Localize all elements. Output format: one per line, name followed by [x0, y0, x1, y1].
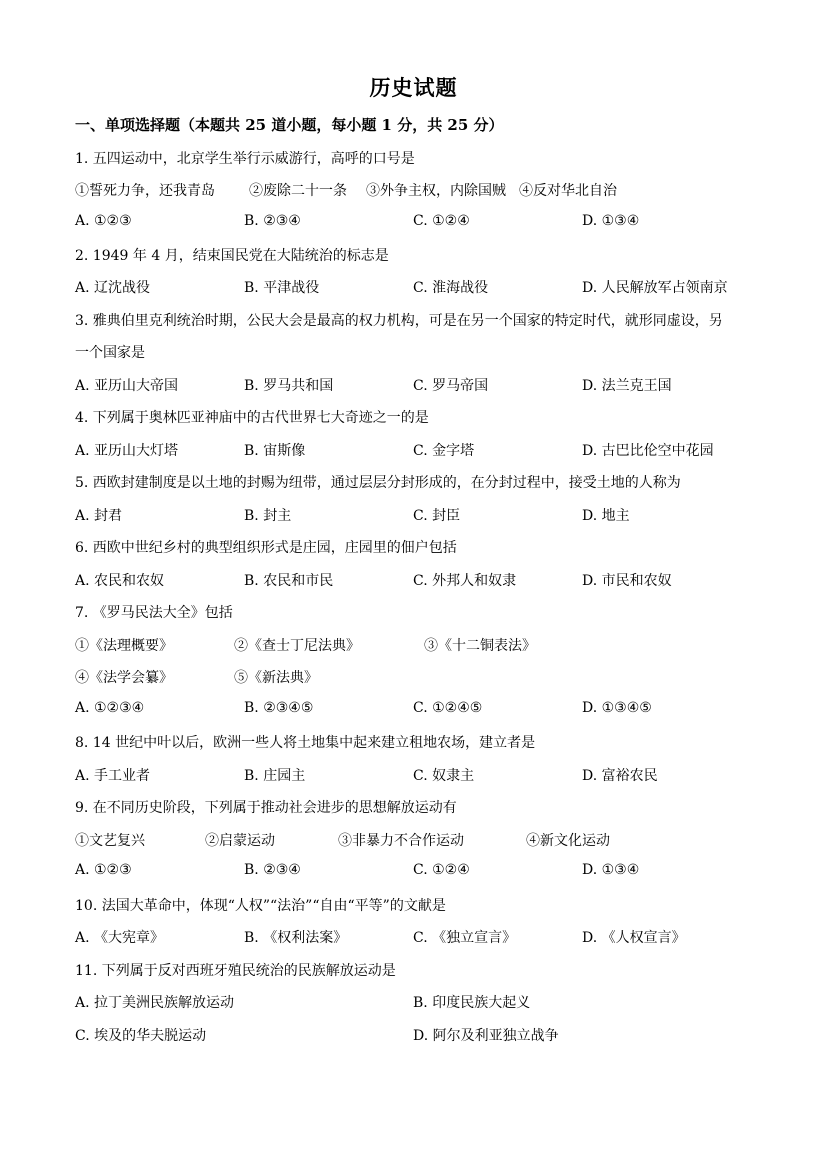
question-6-stem: 6. 西欧中世纪乡村的典型组织形式是庄园，庄园里的佃户包括	[75, 540, 457, 556]
question-9-option-d: D. ①③④	[582, 862, 640, 878]
question-7-item-2: ②《查士丁尼法典》	[234, 638, 360, 654]
question-10-option-d: D. 《人权宣言》	[582, 930, 686, 946]
question-4-option-d: D. 古巴比伦空中花园	[582, 443, 714, 459]
question-6-option-c: C. 外邦人和奴隶	[413, 573, 517, 589]
question-4-stem: 4. 下列属于奥林匹亚神庙中的古代世界七大奇迹之一的是	[75, 410, 429, 426]
question-1-option-c: C. ①②④	[413, 213, 470, 229]
page-title: 历史试题	[369, 75, 458, 100]
question-7-option-b: B. ②③④⑤	[244, 700, 314, 716]
question-9-option-c: C. ①②④	[413, 862, 470, 878]
question-3-option-d: D. 法兰克王国	[582, 378, 672, 394]
question-1-option-d: D. ①③④	[582, 213, 640, 229]
question-10-option-b: B. 《权利法案》	[244, 930, 348, 946]
question-2-option-a: A. 辽沈战役	[75, 280, 151, 296]
section-heading: 一、单项选择题（本题共 25 道小题，每小题 1 分，共 25 分）	[75, 116, 504, 134]
question-2-option-b: B. 平津战役	[244, 280, 320, 296]
question-1-item-4: ④反对华北自治	[519, 183, 617, 199]
question-5-option-b: B. 封主	[244, 508, 292, 524]
question-5-option-d: D. 地主	[582, 508, 630, 524]
question-4-option-a: A. 亚历山大灯塔	[75, 443, 179, 459]
question-1-item-3: ③外争主权，内除国贼	[366, 183, 506, 199]
question-4-option-c: C. 金字塔	[413, 443, 475, 459]
question-9-option-b: B. ②③④	[244, 862, 301, 878]
question-5-stem: 5. 西欧封建制度是以土地的封赐为纽带，通过层层分封形成的，在分封过程中，接受土地的人称为	[75, 475, 681, 491]
question-11-option-a: A. 拉丁美洲民族解放运动	[75, 995, 235, 1011]
question-6-option-d: D. 市民和农奴	[582, 573, 672, 589]
question-6-option-b: B. 农民和市民	[244, 573, 334, 589]
question-7-stem: 7. 《罗马民法大全》包括	[75, 605, 233, 621]
question-8-option-c: C. 奴隶主	[413, 768, 475, 784]
question-1-option-b: B. ②③④	[244, 213, 301, 229]
question-11-stem: 11. 下列属于反对西班牙殖民统治的民族解放运动是	[75, 963, 396, 979]
question-3-stem-line-1: 3. 雅典伯里克利统治时期，公民大会是最高的权力机构，可是在另一个国家的特定时代，就形同虚设，另	[75, 313, 723, 329]
question-3-option-c: C. 罗马帝国	[413, 378, 489, 394]
question-8-option-a: A. 手工业者	[75, 768, 151, 784]
question-11-option-c: C. 埃及的华夫脱运动	[75, 1028, 207, 1044]
question-5-option-c: C. 封臣	[413, 508, 461, 524]
question-10-option-c: C. 《独立宣言》	[413, 930, 517, 946]
question-5-option-a: A. 封君	[75, 508, 123, 524]
question-7-option-a: A. ①②③④	[75, 700, 145, 716]
question-9-item-3: ③非暴力不合作运动	[338, 833, 464, 849]
question-11-option-b: B. 印度民族大起义	[413, 995, 531, 1011]
question-10-stem: 10. 法国大革命中，体现“人权”“法治”“自由“平等”的文献是	[75, 898, 446, 914]
question-1-item-2: ②废除二十一条	[249, 183, 347, 199]
question-6-option-a: A. 农民和农奴	[75, 573, 165, 589]
question-7-item-3: ③《十二铜表法》	[424, 638, 536, 654]
question-2-option-d: D. 人民解放军占领南京	[582, 280, 728, 296]
question-8-stem: 8. 14 世纪中叶以后，欧洲一些人将土地集中起来建立租地农场，建立者是	[75, 735, 536, 751]
question-7-item-1: ①《法理概要》	[75, 638, 173, 654]
question-9-option-a: A. ①②③	[75, 862, 132, 878]
question-7-option-c: C. ①②④⑤	[413, 700, 483, 716]
question-3-option-b: B. 罗马共和国	[244, 378, 334, 394]
question-10-option-a: A. 《大宪章》	[75, 930, 165, 946]
question-8-option-d: D. 富裕农民	[582, 768, 658, 784]
question-9-stem: 9. 在不同历史阶段，下列属于推动社会进步的思想解放运动有	[75, 800, 457, 816]
question-9-item-4: ④新文化运动	[526, 833, 610, 849]
question-1-option-a: A. ①②③	[75, 213, 132, 229]
question-1-stem: 1. 五四运动中，北京学生举行示威游行，高呼的口号是	[75, 151, 415, 167]
question-8-option-b: B. 庄园主	[244, 768, 306, 784]
question-2-option-c: C. 淮海战役	[413, 280, 489, 296]
question-3-stem-line-2: 一个国家是	[75, 345, 145, 361]
question-2-stem: 2. 1949 年 4 月，结束国民党在大陆统治的标志是	[75, 248, 389, 264]
question-1-item-1: ①誓死力争，还我青岛	[75, 183, 215, 199]
question-9-item-2: ②启蒙运动	[205, 833, 275, 849]
question-7-item-4: ④《法学会纂》	[75, 670, 173, 686]
question-7-item-5: ⑤《新法典》	[234, 670, 318, 686]
question-9-item-1: ①文艺复兴	[75, 833, 145, 849]
question-11-option-d: D. 阿尔及利亚独立战争	[413, 1028, 559, 1044]
question-3-option-a: A. 亚历山大帝国	[75, 378, 179, 394]
question-7-option-d: D. ①③④⑤	[582, 700, 652, 716]
question-4-option-b: B. 宙斯像	[244, 443, 306, 459]
